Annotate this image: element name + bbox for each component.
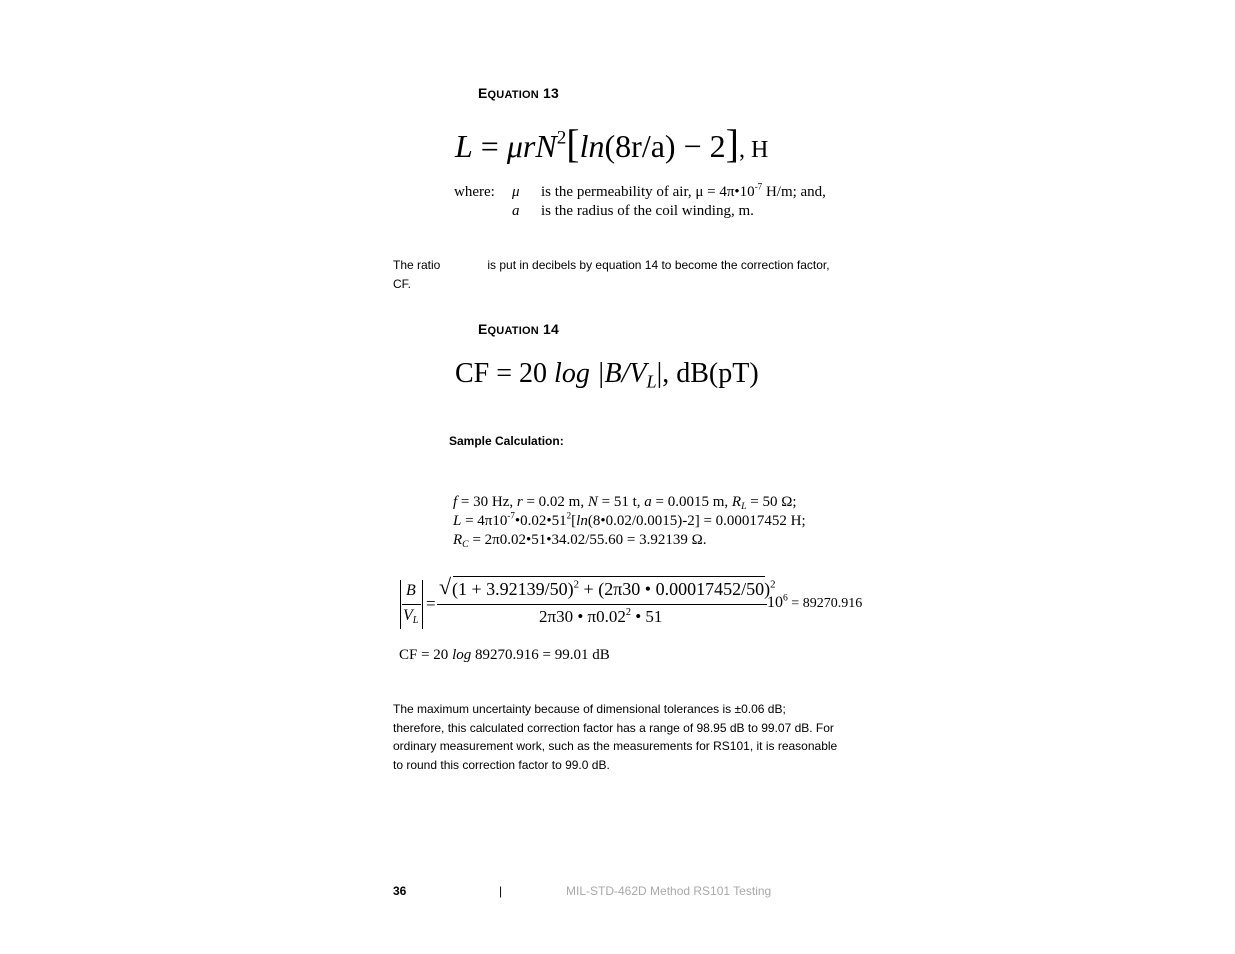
def-text-mu: is the permeability of air, $\mu = 4\pi•10^{-7}$ H/m; and, (541, 181, 826, 200)
equation-13-heading: EQUATION 13 (478, 85, 559, 101)
sqrt-overline (453, 576, 765, 577)
scale-and-result: $10^6 = 89270.916$ (767, 592, 863, 611)
cf-result-line: CF = 20 log 89270.916 = 99.01 dB (399, 647, 610, 663)
sample-line-3: $R_C$ = 2π0.02•51•34.02/55.60 = 3.92139 Ω. (453, 532, 707, 550)
equation-14-formula: CF = 20 $\log |B/V_L|$, dB(pT) (455, 358, 759, 392)
denominator-expression: 2π30 • π0.02$^2$ • 51 (539, 606, 663, 626)
abs-bar-right (422, 580, 423, 629)
sqrt-sign: √ (439, 574, 452, 599)
footer-separator: | (499, 884, 503, 898)
page-number: 36 (393, 884, 407, 898)
def-text-a: is the radius of the coil winding, m. (541, 203, 754, 219)
def-symbol-a: a (512, 203, 520, 219)
ratio-paragraph: The ratio is put in decibels by equation 14 to become the correction factor, CF. (393, 258, 830, 291)
equation-13-formula: L = μrN$^2$[ln(8r/a) − 2], H (455, 121, 769, 166)
equation-14-heading: EQUATION 14 (478, 321, 559, 337)
numerator-expression: $(1 + 3.92139/50)^2 + (2\pi 30$ • 0.00017452/50)$^2$ (452, 578, 776, 599)
ratio-denominator-v: $V_L$ (403, 607, 419, 626)
sample-line-1: f = 30 Hz, r = 0.02 m, N = 51 t, a = 0.0015 m, $R_L = 50$ Ω; (453, 494, 797, 512)
sample-line-2: $L = 4\pi 10^{-7}•0.02•51^2[\ln(8•0.02/0.0015)-2] = 0.00017452$ H; (453, 510, 806, 529)
main-fraction-line (437, 604, 767, 605)
equals-sign: = (426, 594, 436, 613)
where-label: where: (454, 184, 495, 200)
footer-document-title: MIL-STD-462D Method RS101 Testing (566, 884, 772, 898)
uncertainty-paragraph: The maximum uncertainty because of dimensional tolerances is ±0.06 dB; therefore, this calculated correction factor has a range of 98.95 dB to 99.07 dB. For ordinary measurement work, such as the measurements for RS101, it is reasonable to round this correction factor to 99.0 dB. (393, 702, 838, 772)
abs-bar-left (400, 580, 401, 629)
ratio-numerator-b: B (406, 582, 416, 599)
sample-calculation-title: Sample Calculation: (449, 434, 564, 448)
def-symbol-mu: μ (512, 184, 520, 200)
ratio-fraction-line (402, 604, 421, 605)
